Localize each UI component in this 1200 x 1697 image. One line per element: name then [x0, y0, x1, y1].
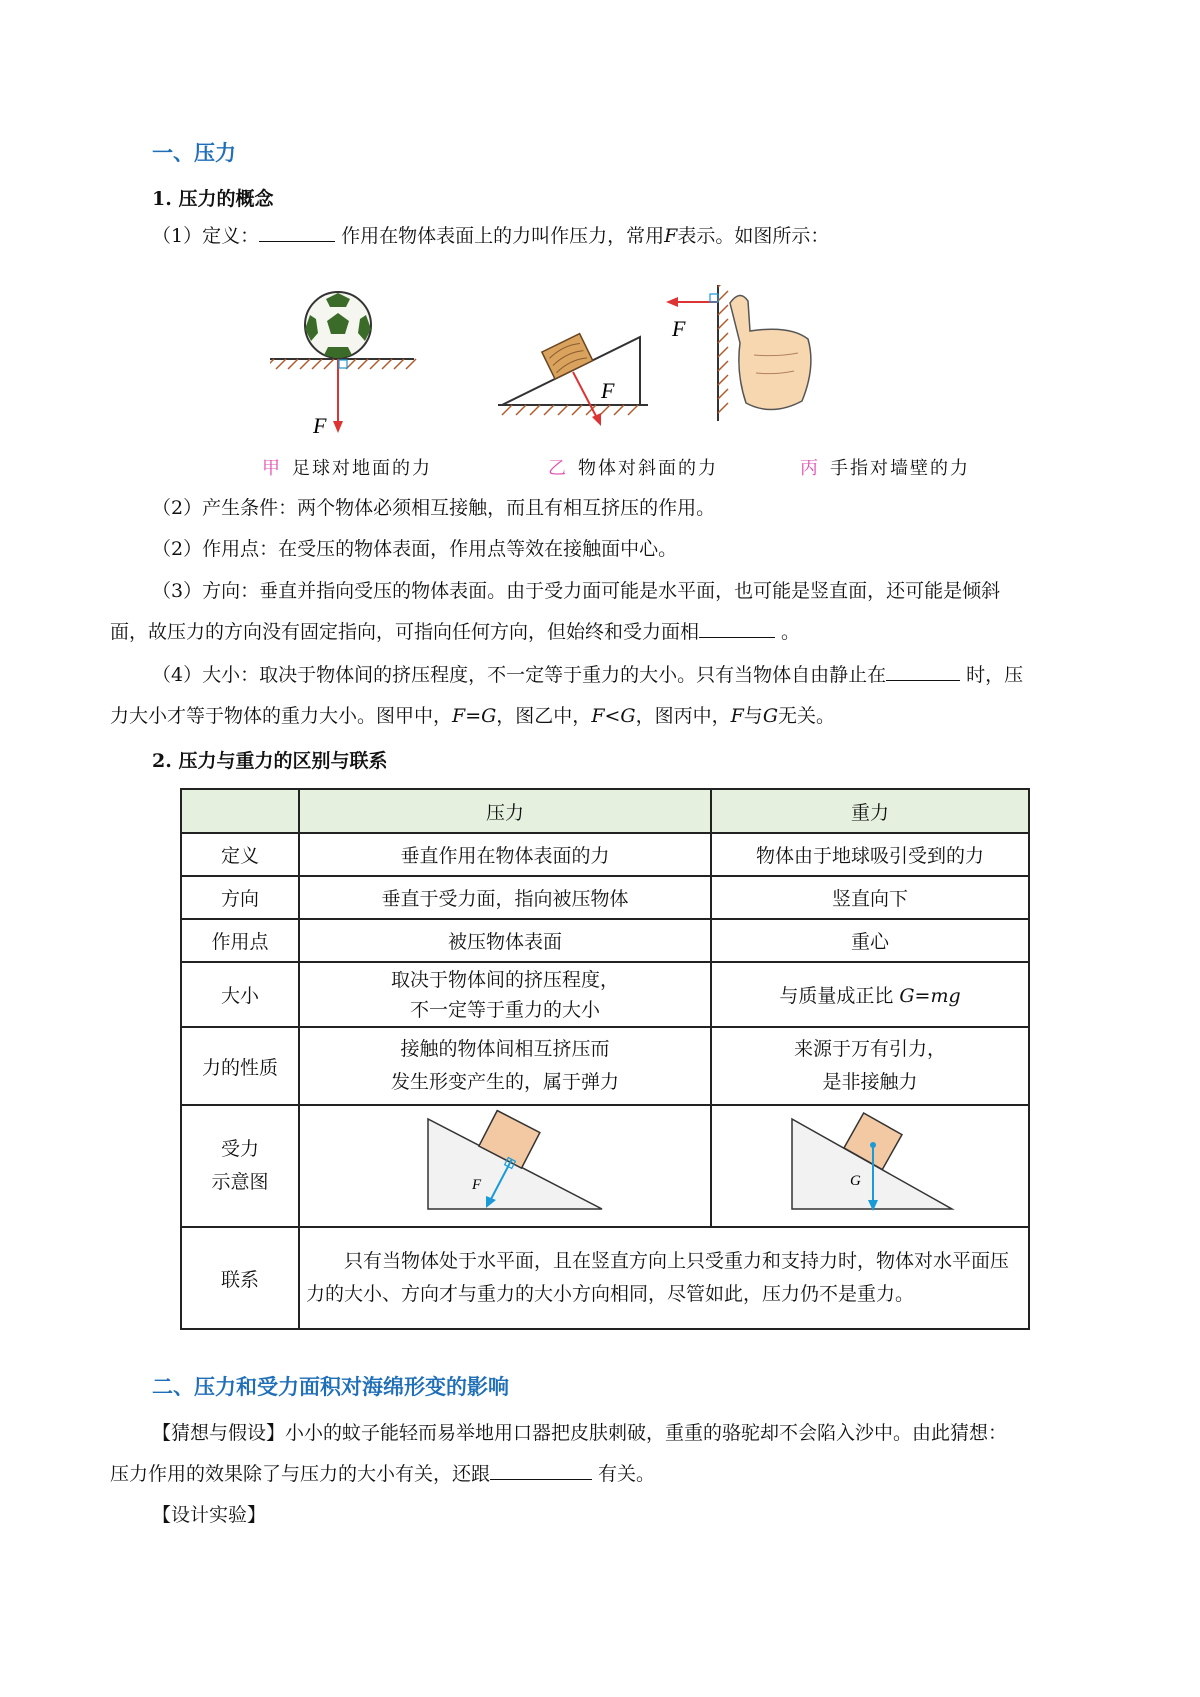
subsection-title-compare: 2. 压力与重力的区别与联系	[152, 750, 388, 772]
table-header-row	[181, 789, 1029, 833]
direction-line1: （3）方向：垂直并指向受压的物体表面。由于受力面可能是水平面，也可能是竖直面，还可能是倾斜	[152, 580, 1001, 602]
table-header: 压力	[299, 789, 711, 833]
caption-finger: 丙 手指对墙壁的力	[800, 458, 970, 479]
pressure-diagram	[300, 1107, 710, 1225]
answer-blank[interactable]	[259, 223, 335, 242]
size-line1: （4）大小：取决于物体间的挤压程度，不一定等于重力的大小。只有当物体自由静止在 时，压	[152, 664, 1024, 686]
force-label: F	[313, 413, 327, 438]
force-label-g: G	[850, 1173, 861, 1189]
hypothesis-line1: 【猜想与假设】小小的蚊子能轻而易举地用口器把皮肤刺破，重重的骆驼却不会陷入沙中。由此猜想：	[152, 1422, 1008, 1444]
table-row: 方向 垂直于受力面，指向被压物体 竖直向下	[181, 876, 1029, 919]
answer-blank[interactable]	[886, 662, 960, 681]
table-header: 重力	[711, 789, 1029, 833]
comparison-table	[180, 788, 1030, 1330]
force-label: F	[601, 378, 615, 403]
table-header	[181, 789, 299, 833]
force-label-f: F	[472, 1177, 482, 1193]
condition-line: （2）产生条件：两个物体必须相互接触，而且有相互挤压的作用。	[152, 497, 716, 519]
answer-blank[interactable]	[490, 1461, 592, 1480]
caption-ball: 甲 足球对地面的力	[262, 458, 432, 479]
table-row: 受力 示意图 F G	[181, 1105, 1029, 1227]
table-row: 作用点 被压物体表面 重心	[181, 919, 1029, 962]
table-row: 力的性质 接触的物体间相互挤压而 发生形变产生的，属于弹力 来源于万有引力， 是非接触力	[181, 1027, 1029, 1105]
definition-line: （1）定义： 作用在物体表面上的力叫作压力，常用F表示。如图所示：	[152, 225, 830, 247]
size-line2: 力大小才等于物体的重力大小。图甲中，F=G，图乙中，F<G，图丙中，F与G无关。	[110, 705, 836, 727]
figure-block-on-incline	[498, 334, 648, 426]
hypothesis-line2: 压力作用的效果除了与压力的大小有关，还跟 有关。	[110, 1463, 656, 1485]
figure-finger-on-wall	[666, 285, 811, 421]
gravity-diagram	[712, 1107, 1028, 1225]
point-line: （2）作用点：在受压的物体表面，作用点等效在接触面中心。	[152, 538, 678, 560]
table-row: 大小 取决于物体间的挤压程度， 不一定等于重力的大小 与质量成正比 G=mg	[181, 962, 1029, 1027]
subsection-title-concept: 1. 压力的概念	[152, 188, 274, 210]
force-label: F	[672, 316, 686, 341]
figure-ball-on-ground	[270, 292, 416, 438]
direction-line2: 面，故压力的方向没有固定指向，可指向任何方向，但始终和受力面相 。	[110, 621, 801, 643]
section-title-sponge: 二、压力和受力面积对海绵形变的影响	[152, 1375, 509, 1399]
table-row: 定义 垂直作用在物体表面的力 物体由于地球吸引受到的力	[181, 833, 1029, 876]
answer-blank[interactable]	[699, 619, 775, 638]
section-title-pressure: 一、压力	[152, 141, 236, 165]
table-row: 联系 只有当物体处于水平面，且在竖直方向上只受重力和支持力时，物体对水平面压力的大小、方向才与重力的大小方向相同，尽管如此，压力仍不是重力。	[181, 1227, 1029, 1329]
caption-incline: 乙 物体对斜面的力	[548, 458, 718, 479]
design-experiment-label: 【设计实验】	[152, 1504, 267, 1526]
